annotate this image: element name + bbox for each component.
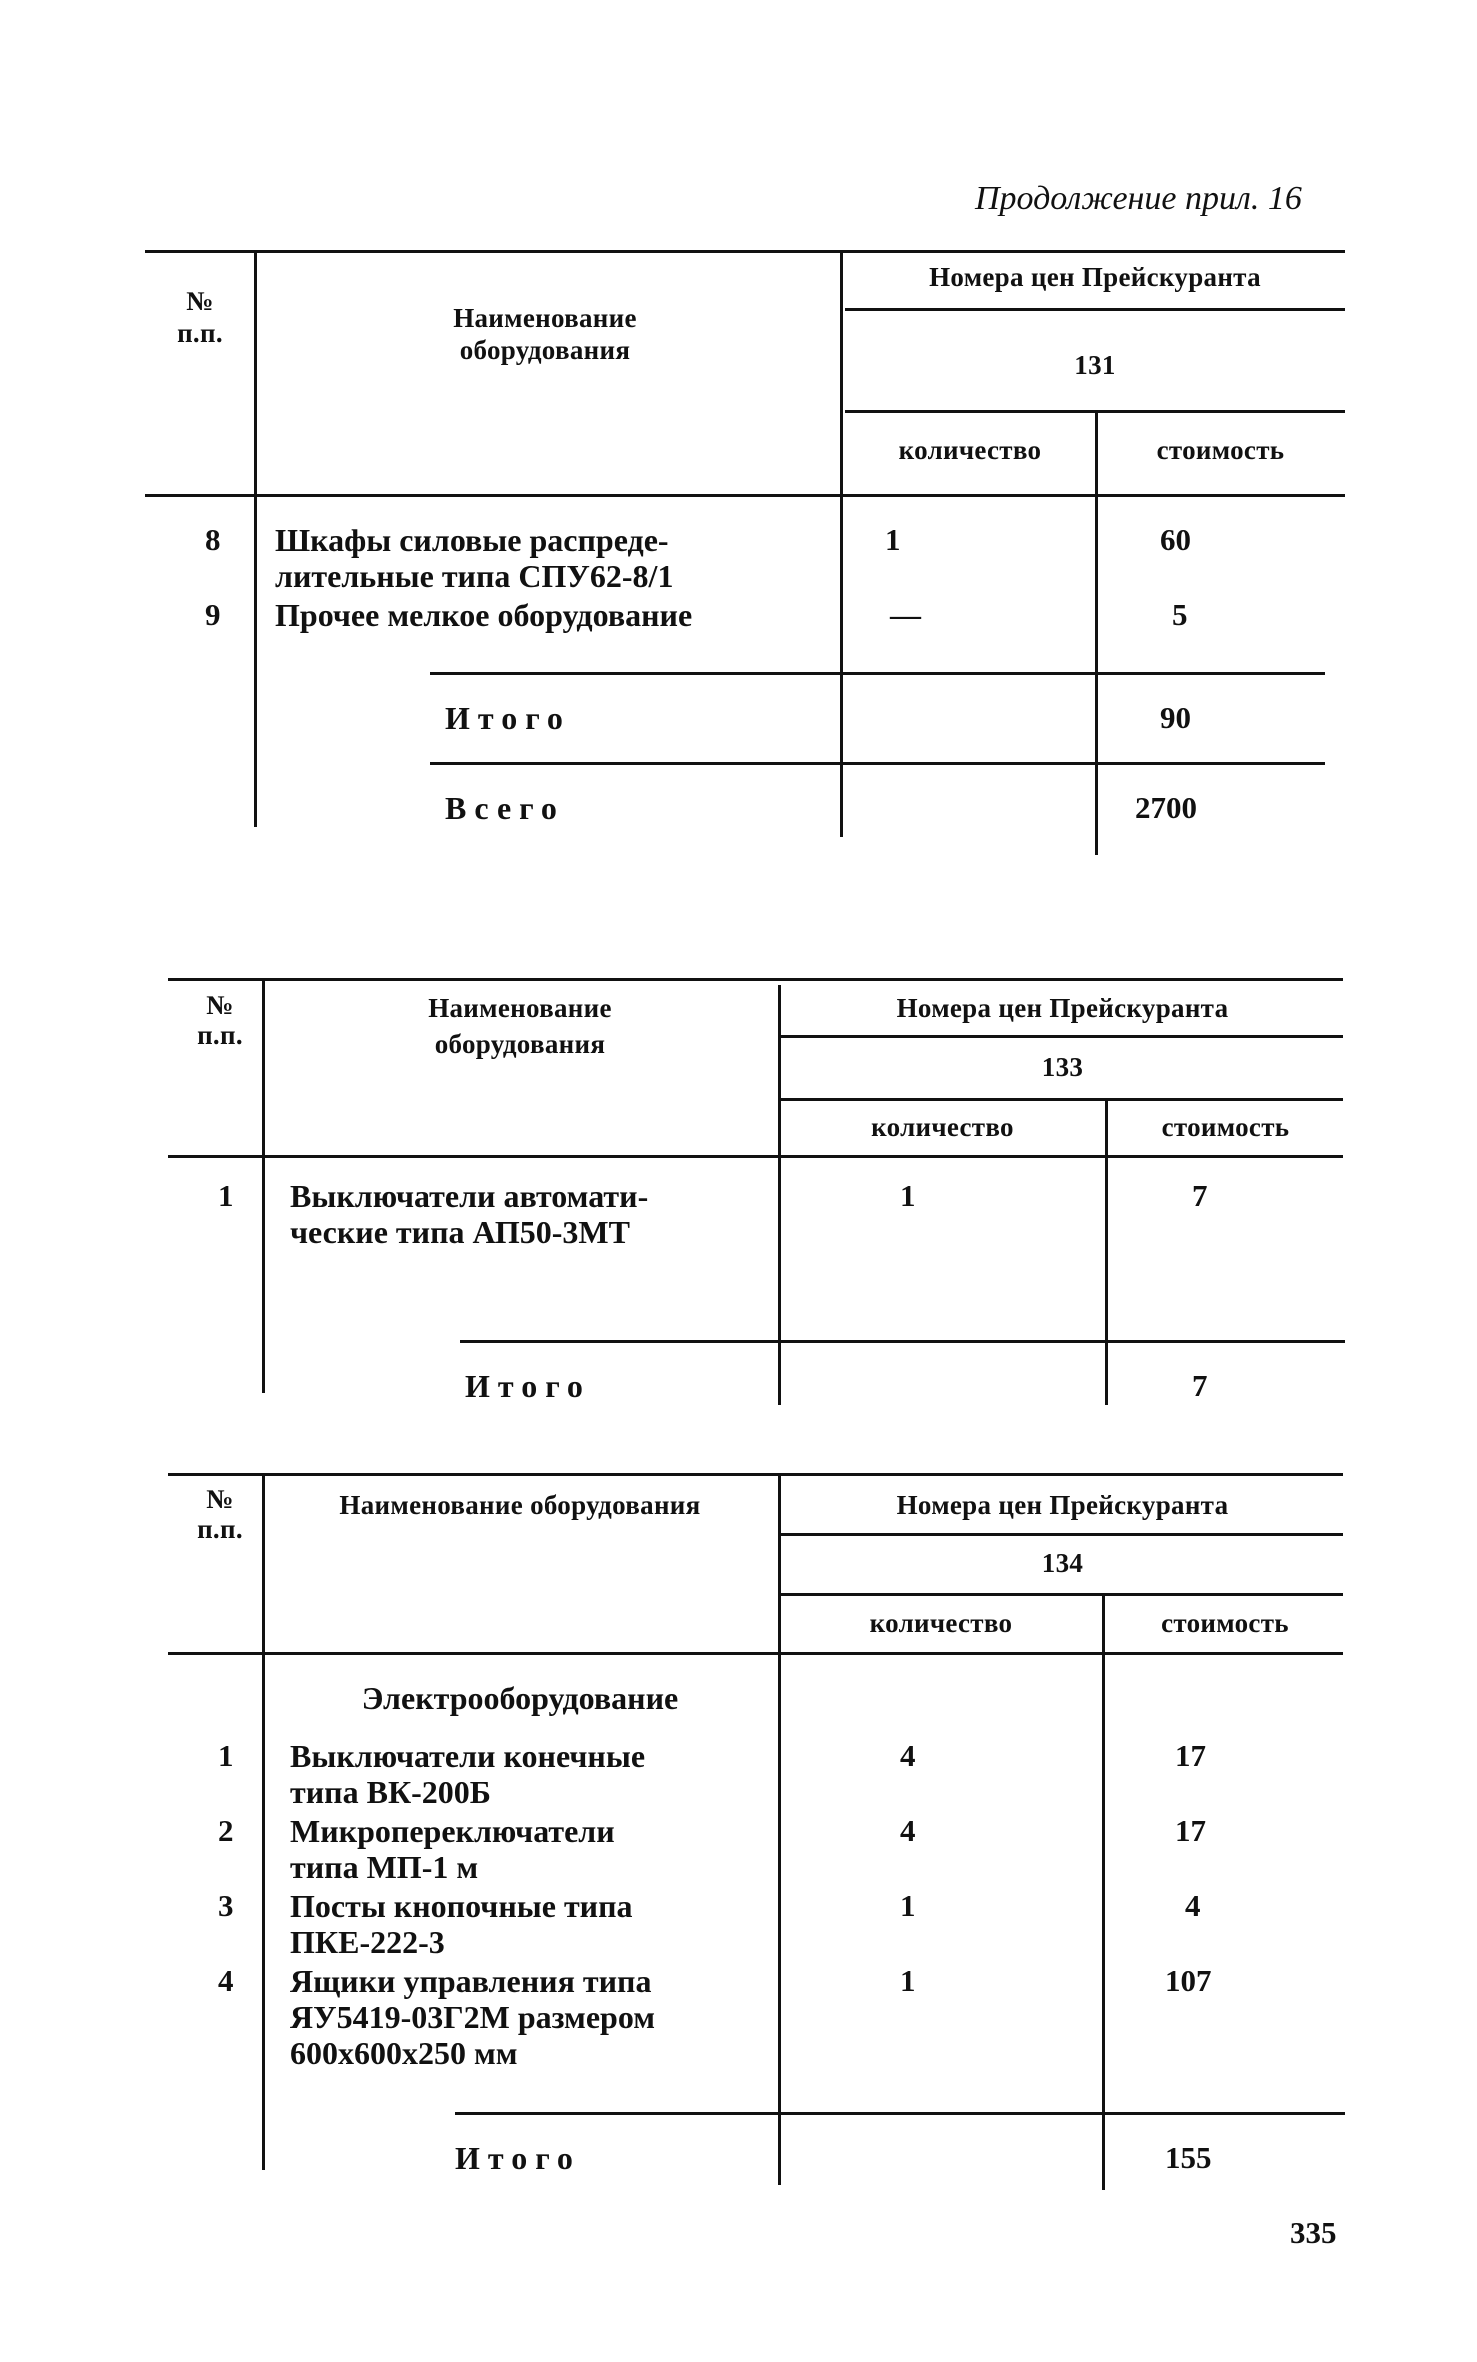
total-label: Итого [455, 2140, 581, 2176]
total-value: 155 [1165, 2140, 1212, 2175]
table-col-rule [778, 985, 781, 1405]
row-name: Ящики управления типа ЯУ5419-03Г2М размером 600x600x250 мм [290, 1963, 655, 2071]
table-total-rule [430, 672, 1325, 675]
table-total-rule [430, 762, 1325, 765]
header-price-numbers: Номера цен Прейскуранта [896, 1490, 1229, 1520]
header-quantity: количество [898, 435, 1042, 465]
total-label: Итого [465, 1368, 591, 1404]
page-number: 335 [1290, 2215, 1337, 2250]
header-quantity: количество [871, 1112, 1014, 1142]
table-col-rule [1105, 1100, 1108, 1405]
header-equipment-name: Наименование оборудования [428, 993, 612, 1059]
row-quantity: — [890, 597, 921, 632]
row-cost: 107 [1165, 1963, 1212, 1998]
row-name: Выключатели автомати- ческие типа АП50-3МТ [290, 1178, 649, 1250]
header-cost: стоимость [1161, 1112, 1290, 1142]
header-cost: стоимость [1161, 1608, 1289, 1638]
section-heading: Электрооборудование [361, 1680, 679, 1716]
table-top-rule [145, 250, 1345, 253]
row-cost: 17 [1175, 1738, 1206, 1773]
table-col-rule [262, 1475, 265, 2170]
row-number: 4 [218, 1963, 234, 1998]
total-value: 7 [1192, 1368, 1208, 1403]
table-header-rule [778, 1533, 1343, 1536]
table-total-rule [455, 2112, 1345, 2115]
header-price-numbers: Номера цен Прейскуранта [929, 262, 1261, 292]
table-col-rule [1102, 1595, 1105, 2190]
table-header-rule [778, 1035, 1343, 1038]
table-col-rule [840, 252, 843, 837]
table-header-rule [845, 308, 1345, 311]
row-number: 1 [218, 1178, 234, 1213]
table-col-rule [778, 1475, 781, 2185]
table-header-bottom-rule [168, 1155, 1343, 1158]
row-quantity: 4 [900, 1738, 916, 1773]
total-value: 90 [1160, 700, 1191, 735]
grand-total-value: 2700 [1135, 790, 1197, 825]
row-quantity: 1 [900, 1178, 916, 1213]
row-number: 9 [205, 597, 221, 632]
header-number: № п.п. [177, 286, 223, 348]
row-name: Микропереключатели типа МП-1 м [290, 1813, 615, 1885]
continuation-label: Продолжение прил. 16 [975, 180, 1302, 217]
row-number: 2 [218, 1813, 234, 1848]
table-total-rule [460, 1340, 1345, 1343]
header-quantity: количество [869, 1608, 1013, 1638]
row-name: Посты кнопочные типа ПКЕ-222-3 [290, 1888, 633, 1960]
table-col-rule [254, 252, 257, 827]
row-cost: 60 [1160, 522, 1191, 557]
header-price-number: 134 [1041, 1548, 1084, 1578]
row-cost: 17 [1175, 1813, 1206, 1848]
row-quantity: 4 [900, 1813, 916, 1848]
header-cost: стоимость [1156, 435, 1285, 465]
header-price-numbers: Номера цен Прейскуранта [896, 993, 1229, 1023]
header-equipment-name: Наименование оборудования [339, 1490, 701, 1520]
table-header-bottom-rule [145, 494, 1345, 497]
row-quantity: 1 [900, 1888, 916, 1923]
grand-total-label: Всего [445, 790, 565, 826]
header-number: № п.п. [197, 1484, 243, 1544]
row-cost: 4 [1185, 1888, 1201, 1923]
header-number: № п.п. [197, 990, 243, 1050]
header-price-number: 133 [1041, 1052, 1084, 1082]
table-top-rule [168, 1473, 1343, 1476]
row-name: Выключатели конечные типа ВК-200Б [290, 1738, 646, 1810]
row-quantity: 1 [900, 1963, 916, 1998]
header-price-number: 131 [1074, 350, 1116, 380]
table-header-rule [778, 1098, 1343, 1101]
header-equipment-name: Наименование оборудования [453, 303, 637, 365]
table-header-bottom-rule [168, 1652, 1343, 1655]
table-col-rule [1095, 410, 1098, 855]
row-name: Шкафы силовые распреде- лительные типа СПУ62-8/1 [275, 522, 674, 594]
row-name: Прочее мелкое оборудование [275, 597, 693, 633]
total-label: Итого [445, 700, 571, 736]
row-quantity: 1 [885, 522, 901, 557]
row-number: 8 [205, 522, 221, 557]
row-cost: 5 [1172, 597, 1188, 632]
table-header-rule [778, 1593, 1343, 1596]
row-number: 3 [218, 1888, 234, 1923]
row-cost: 7 [1192, 1178, 1208, 1213]
table-top-rule [168, 978, 1343, 981]
row-number: 1 [218, 1738, 234, 1773]
